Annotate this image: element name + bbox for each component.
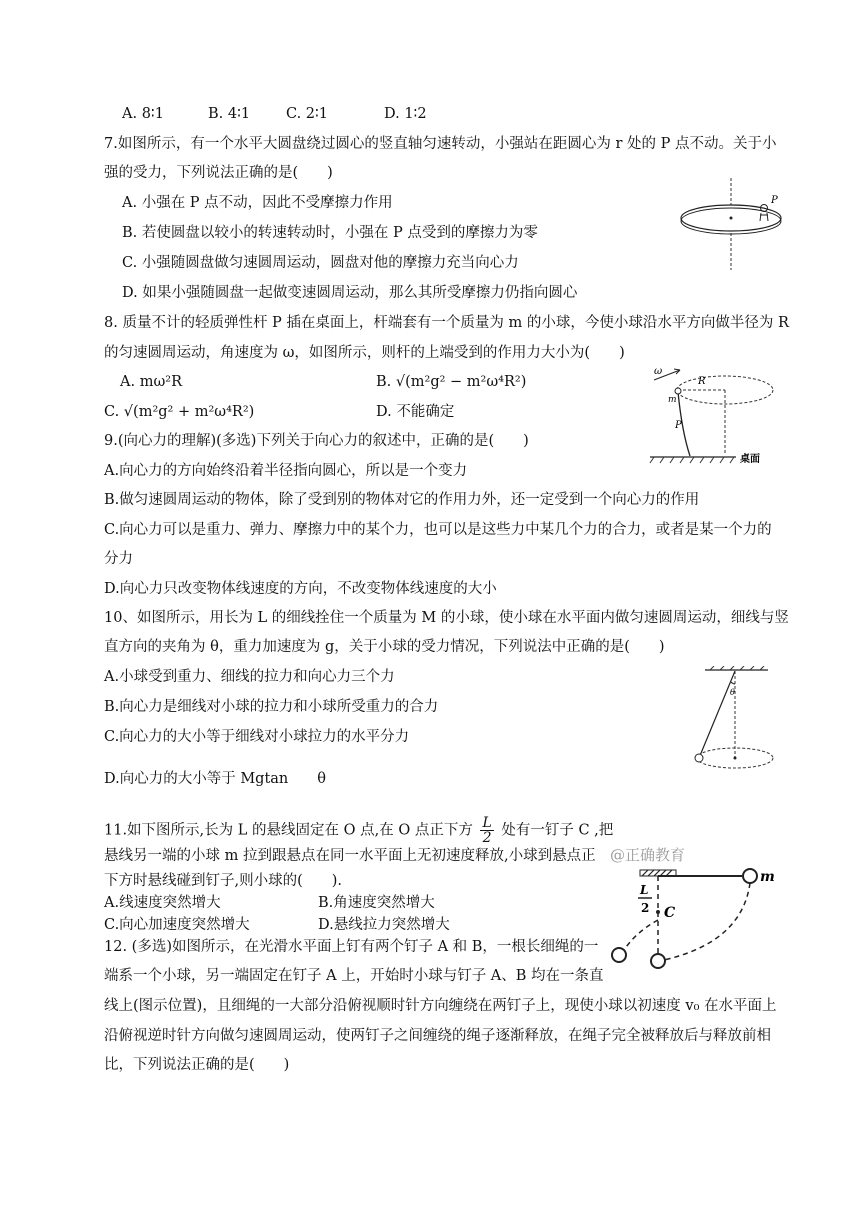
q11-fig-watermark: @正确教育 <box>610 846 686 864</box>
q10-conical-pendulum-figure <box>680 666 784 772</box>
q8-fig-table: 桌面 <box>740 454 760 465</box>
q11-option-a: A.线速度突然增大 <box>104 895 221 911</box>
q7-option-c: C. 小强随圆盘做匀速圆周运动，圆盘对他的摩擦力充当向心力 <box>122 255 519 271</box>
q10-option-d: D.向心力的大小等于 Mgtan θ <box>104 771 326 787</box>
q11-fig-l: L <box>640 883 649 897</box>
q6-options <box>122 104 427 124</box>
q11-pendulum-nail-figure <box>606 842 790 972</box>
q12-line4: 沿俯视逆时针方向做匀速圆周运动，使两钉子之间缠绕的绳子逐渐释放，在绳子完全被释放后与释放前相 <box>104 1028 771 1044</box>
q6-option-c: C. 2∶1 <box>286 106 329 122</box>
q8-fig-m: m <box>668 395 677 405</box>
q12-line2: 端系一个小球，另一端固定在钉子 A 上，开始时小球与钉子 A、B 均在一条直 <box>104 968 604 984</box>
q7-option-d: D. 如果小强随圆盘一起做变速圆周运动，那么其所受摩擦力仍指向圆心 <box>122 285 578 301</box>
q11-option-c: C.向心加速度突然增大 <box>104 917 250 933</box>
q8-fig-p: P <box>675 420 682 431</box>
q7-option-b: B. 若使圆盘以较小的转速转动时，小强在 P 点受到的摩擦力为零 <box>122 225 538 241</box>
q11-fig-c: C <box>664 905 676 921</box>
q6-option-b: B. 4∶1 <box>208 106 251 122</box>
q9-option-b: B.做匀速圆周运动的物体，除了受到别的物体对它的作用力外，还一定受到一个向心力的作用 <box>104 492 700 508</box>
q9-option-a: A.向心力的方向始终沿着半径指向圆心，所以是一个变力 <box>104 463 468 479</box>
q10-option-a: A.小球受到重力、细线的拉力和向心力三个力 <box>104 669 395 685</box>
q8-option-d: D. 不能确定 <box>376 404 455 420</box>
q11-stem-line1 <box>104 816 613 845</box>
q11-stem-line3: 下方时悬线碰到钉子,则小球的( ). <box>104 873 343 889</box>
q11-stem-text: 11.如下图所示,长为 L 的悬线固定在 O 点,在 O 点正下方 <box>104 822 473 839</box>
q9-option-d: D.向心力只改变物体线速度的方向，不改变物体线速度的大小 <box>104 581 497 597</box>
q7-rotating-disk-figure <box>676 178 786 272</box>
q11-fraction-num: L <box>482 815 492 831</box>
q11-fig-m: m <box>760 869 775 885</box>
q11-fraction-den: 2 <box>482 830 492 846</box>
q9-option-c-line1: C.向心力可以是重力、弹力、摩擦力中的某个力，也可以是这些力中某几个力的合力，或者是某一个力的 <box>104 522 772 538</box>
q10-fig-theta: θ <box>730 688 735 697</box>
q6-option-d: D. 1∶2 <box>384 106 427 122</box>
q8-option-b: B. √(m²g² − m²ω⁴R²) <box>376 374 527 390</box>
q9-option-c-line2: 分力 <box>104 551 133 567</box>
q9-stem: 9.(向心力的理解)(多选)下列关于向心力的叙述中，正确的是( ) <box>104 433 529 449</box>
q8-fig-omega: ω <box>654 366 663 377</box>
q6-option-a: A. 8∶1 <box>122 106 164 122</box>
q8-stem-line2: 的匀速圆周运动，角速度为 ω，如图所示，则杆的上端受到的作用力大小为( ) <box>104 345 625 361</box>
q10-option-c: C.向心力的大小等于细线对小球拉力的水平分力 <box>104 729 410 745</box>
q10-option-b: B.向心力是细线对小球的拉力和小球所受重力的合力 <box>104 699 439 715</box>
q8-option-c: C. √(m²g² + m²ω⁴R²) <box>104 404 255 420</box>
q12-line3: 线上(图示位置)，且细绳的一大部分沿俯视顺时针方向缠绕在两钉子上，现使小球以初速度 v₀ 在水平面上 <box>104 998 777 1014</box>
q7-option-a: A. 小强在 P 点不动，因此不受摩擦力作用 <box>122 195 393 211</box>
q11-option-d: D.悬线拉力突然增大 <box>318 917 450 933</box>
q12-line5: 比，下列说法正确的是( ) <box>104 1057 290 1073</box>
q10-stem-line1: 10、如图所示，用长为 L 的细线拴住一个质量为 M 的小球，使小球在水平面内做匀速圆周运动，细线与竖 <box>104 610 789 626</box>
q12-line1: 12. (多选)如图所示，在光滑水平面上钉有两个钉子 A 和 B，一根长细绳的一 <box>104 939 599 955</box>
q11-stem-line2: 悬线另一端的小球 m 拉到跟悬点在同一水平面上无初速度释放,小球到悬点正 <box>104 848 596 864</box>
q11-option-b: B.角速度突然增大 <box>318 895 435 911</box>
q7-stem-line2: 强的受力，下列说法正确的是( ) <box>104 165 333 181</box>
q7-fig-label-p: P <box>771 195 778 206</box>
q11-fig-2: 2 <box>641 901 650 915</box>
q10-stem-line2: 直方向的夹角为 θ，重力加速度为 g，关于小球的受力情况，下列说法中正确的是( ) <box>104 639 665 655</box>
q11-fraction <box>480 816 493 845</box>
q8-stem-line1: 8. 质量不计的轻质弹性杆 P 插在桌面上，杆端套有一个质量为 m 的小球，今使小球沿水平方向做半径为 R <box>104 315 789 331</box>
q8-option-a: A. mω²R <box>120 374 182 390</box>
q8-fig-r: R <box>698 376 706 387</box>
q8-elastic-rod-figure <box>640 362 780 466</box>
q7-stem-line1: 7.如图所示，有一个水平大圆盘绕过圆心的竖直轴匀速转动，小强站在距圆心为 r 处的 P 点不动。关于小 <box>104 136 777 152</box>
q11-stem-text-tail: 处有一钉子 C ,把 <box>501 822 614 839</box>
